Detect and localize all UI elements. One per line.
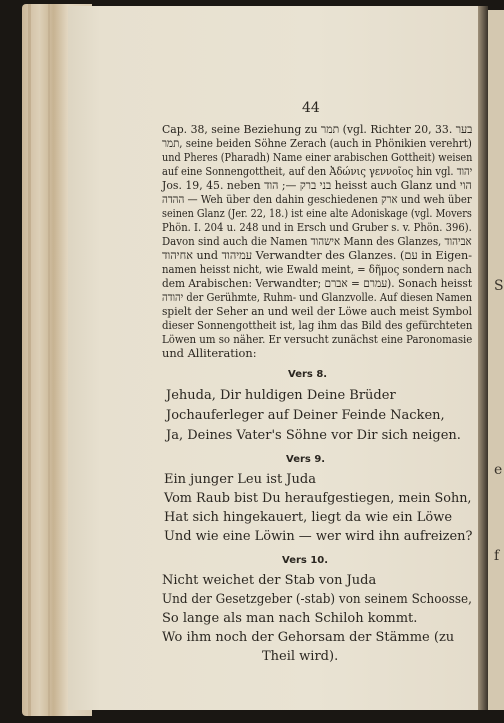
facing-page-strip — [488, 10, 504, 710]
verse-heading: Vers 8. — [288, 369, 328, 380]
prose-line: auf eine Sonnengottheit, auf den Ἀδώνις γεννοῖος hin vgl. יהוד — [162, 164, 473, 178]
prose-line: und Pheres (Pharadh) Name einer arabischen Gottheit) weisen — [162, 150, 473, 164]
verse-line: Ja, Deines Vater's Söhne vor Dir sich neigen. — [166, 428, 461, 443]
prose-line: Jos. 19, 45. neben בני ברק —; הוד heisst auch Glanz und הוי — [162, 178, 472, 192]
prose-line: Davon sind auch die Namen אישהוד Mann des Glanzes, אביהוד — [162, 234, 472, 248]
facing-page-letter: e — [494, 462, 503, 478]
verse-line: Ein junger Leu ist Juda — [164, 472, 316, 487]
facing-page-letter: S — [494, 278, 504, 294]
prose-line: Löwen um so näher. Er versucht zunächst eine Paronomasie — [162, 332, 473, 346]
verse-heading: Vers 10. — [282, 555, 329, 566]
prose-line: אחיהוד und עמיהוד Verwandter des Glanzes. (עם in Eigen- — [162, 248, 473, 262]
book-gutter — [478, 6, 488, 710]
verse-line: Jochauferleger auf Deiner Feinde Nacken, — [166, 408, 445, 423]
verse-line: So lange als man nach Schiloh kommt. — [162, 611, 418, 626]
verse-line: Und der Gesetzgeber (-stab) von seinem Schoosse, — [162, 592, 472, 607]
verse-line: Vom Raub bist Du heraufgestiegen, mein Sohn, — [164, 491, 472, 506]
prose-line: dieser Sonnengottheit ist, lag ihm das Bild des gefürchteten — [162, 318, 473, 332]
prose-line: Phön. I. 204 u. 248 und in Ersch und Gruber s. v. Phön. 396). — [162, 220, 472, 234]
prose-line: יהודה der Gerühmte, Ruhm- und Glanzvolle. Auf diesen Namen — [162, 290, 473, 304]
prose-line: Cap. 38, seine Beziehung zu תמר (vgl. Richter 20, 33. בער — [162, 122, 473, 136]
verse-line: Theil wird). — [262, 649, 339, 664]
prose-line: und Alliteration: — [162, 346, 257, 360]
prose-line: seinen Glanz (Jer. 22, 18.) ist eine alte Adoniskage (vgl. Movers — [162, 206, 472, 220]
verse-line: Jehuda, Dir huldigen Deine Brüder — [166, 388, 396, 403]
verse-line: Nicht weichet der Stab von Juda — [162, 573, 377, 588]
prose-line: ההדה — Weh über den dahin geschiedenen ארק und weh über — [162, 192, 472, 206]
verse-line: Und wie eine Löwin — wer wird ihn aufreizen? — [164, 529, 473, 544]
page-number: 44 — [302, 100, 320, 116]
verse-line: Wo ihm noch der Gehorsam der Stämme (zu — [162, 630, 455, 645]
prose-line: spielt der Seher an und weil der Löwe auch meist Symbol — [162, 304, 472, 318]
verse-line: Hat sich hingekauert, liegt da wie ein Löwe — [164, 510, 453, 525]
prose-line: namen heisst nicht, wie Ewald meint, = δῆμος sondern nach — [162, 262, 472, 276]
facing-page-letter: f — [494, 548, 500, 564]
verse-heading: Vers 9. — [286, 454, 326, 465]
prose-line: תמר, seine beiden Söhne Zerach (auch in Phönikien verehrt) — [162, 136, 472, 150]
prose-line: dem Arabischen: Verwandter; עמרם = אברם). Sonach heisst — [162, 276, 473, 290]
